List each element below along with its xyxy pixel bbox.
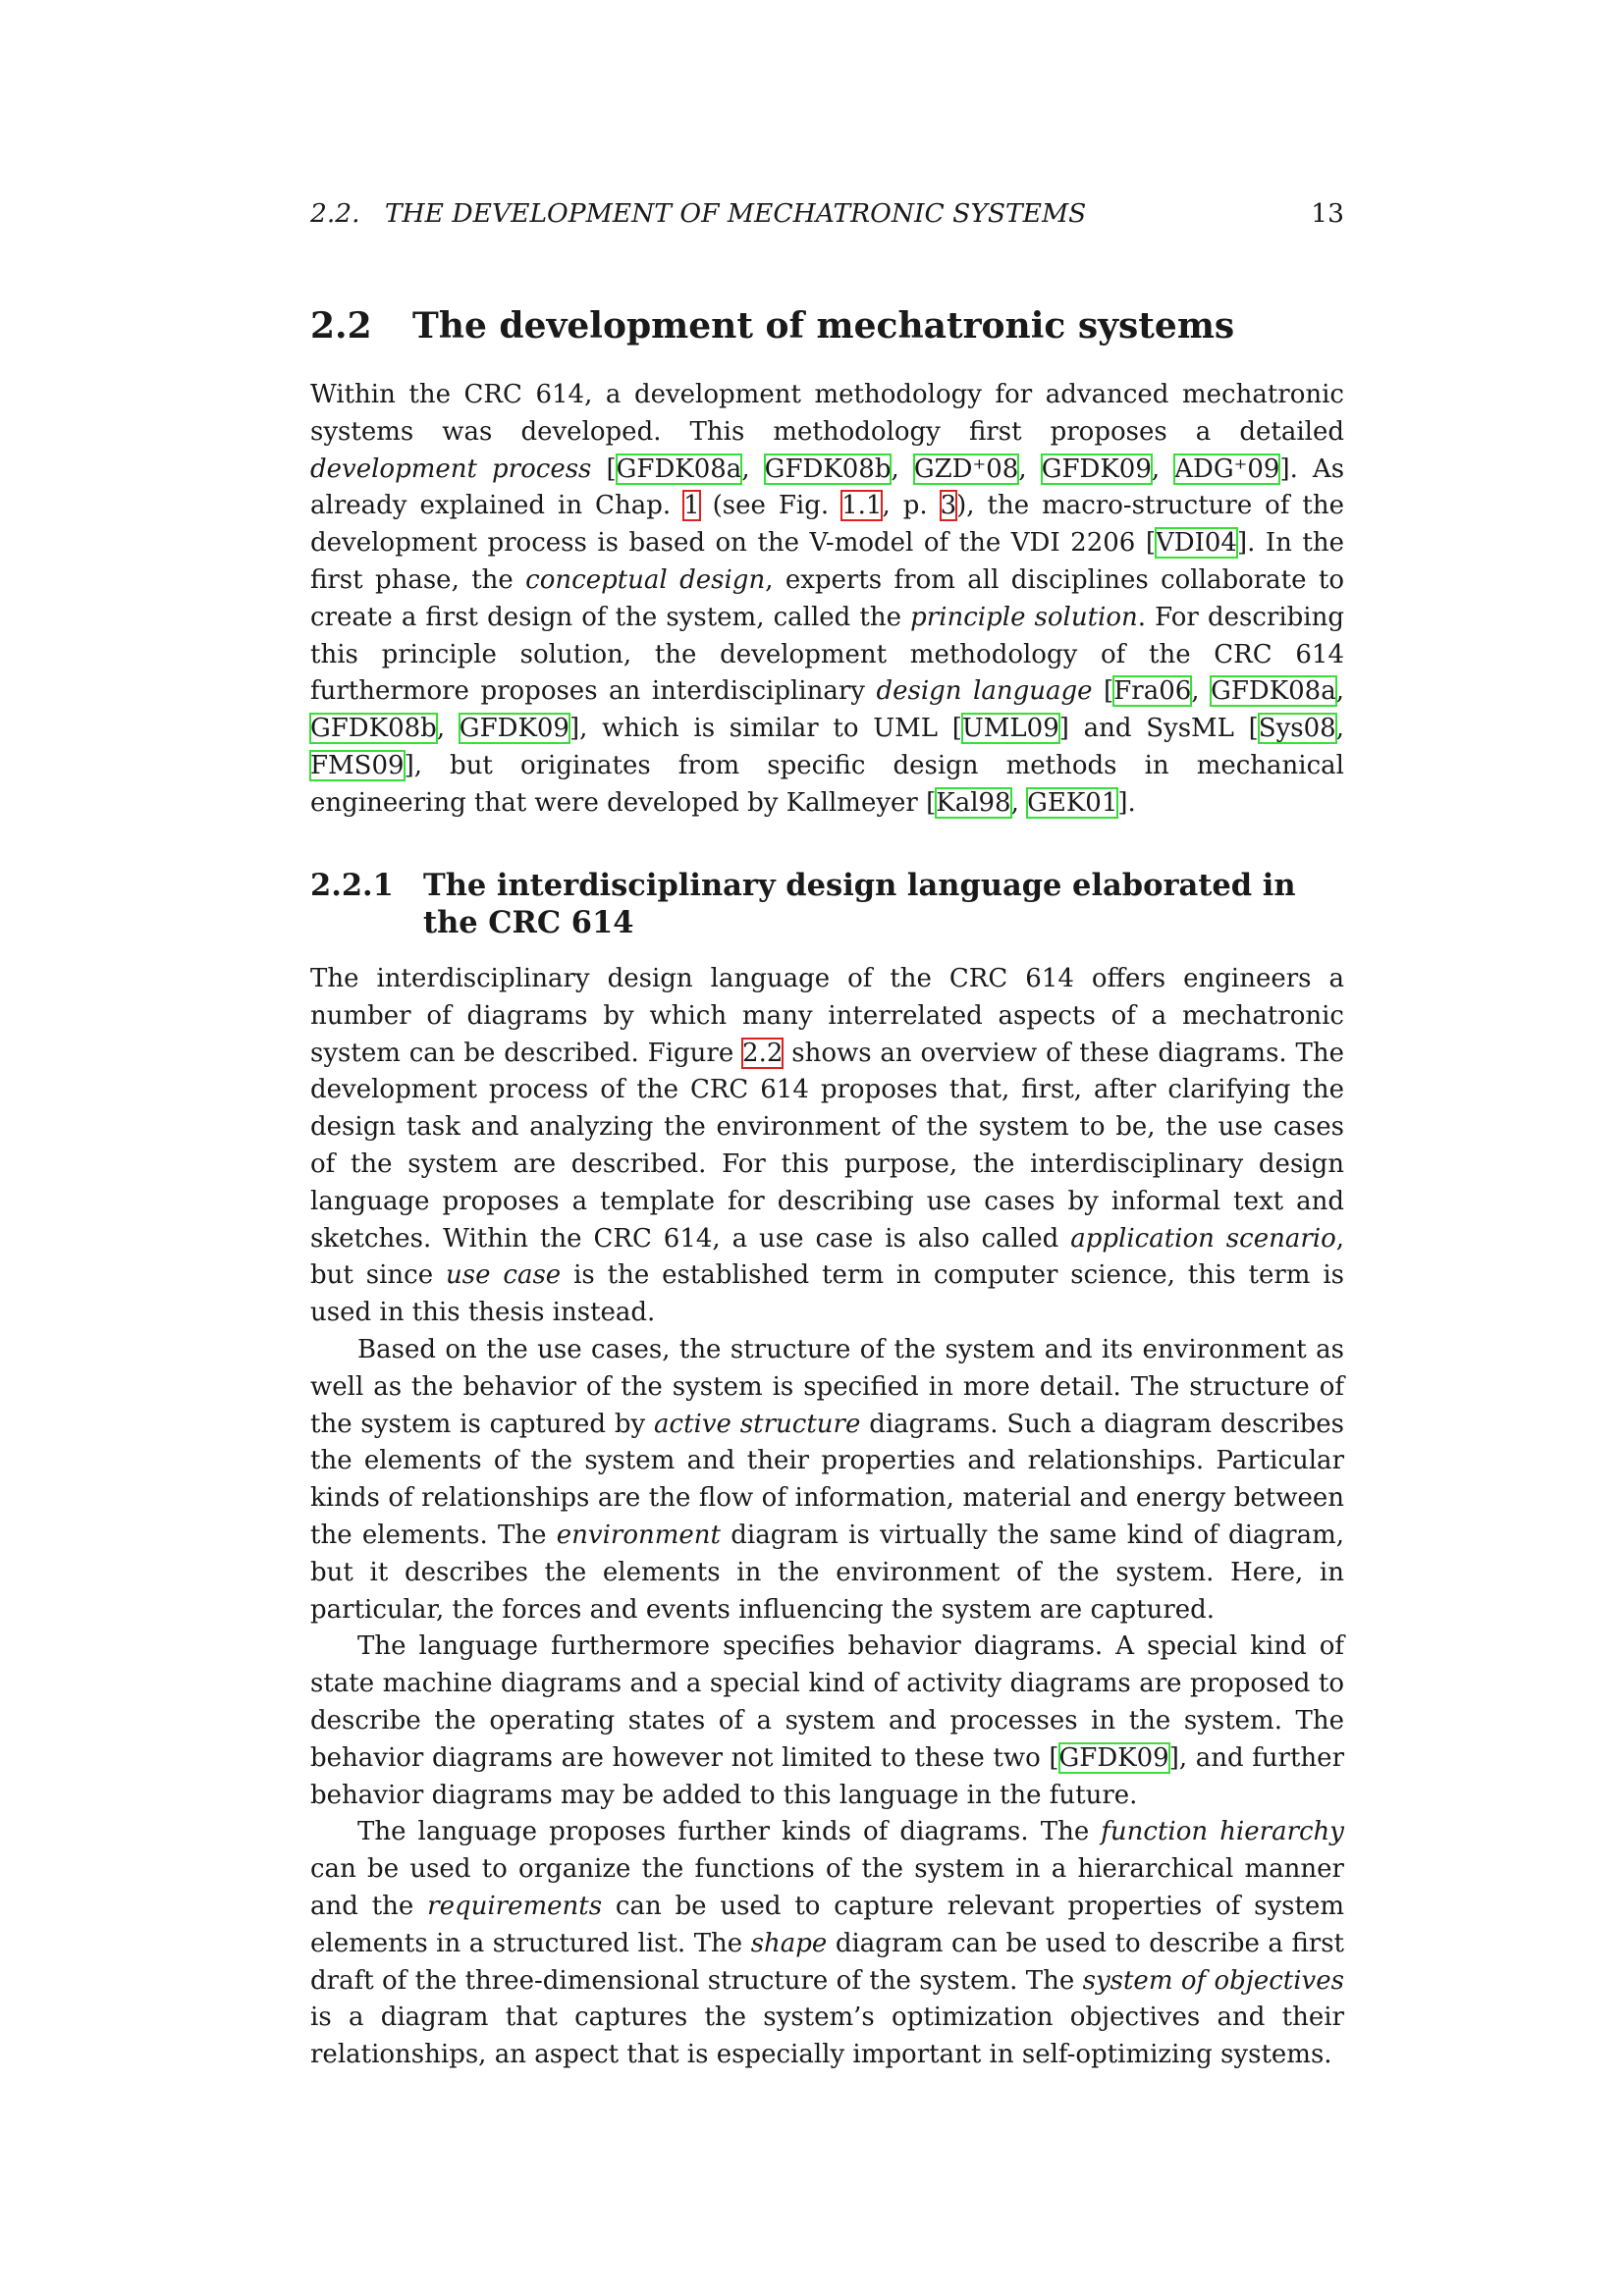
text-span: The interdisciplinary design language of the CRC 614 offers engineers a number of diagrams by which many interrelated aspects of a mechatronic system can be described. Figure [310, 964, 1344, 1068]
citation-link[interactable]: GFDK09 [1058, 1742, 1169, 1773]
subsection-heading [310, 867, 1344, 941]
emphasis: environment [556, 1520, 721, 1550]
section-number: 2.2 [310, 305, 372, 347]
text-span: shows an overview of these diagrams. The development process of the CRC 614 proposes that, first, after clarifying the design task and analyzing the environment of the system to be, the use cases of the system are described. For this purpose, the interdisciplinary design language proposes a template for describing use cases by informal text and sketches. Within the CRC 614, a use case is also called [310, 1038, 1344, 1254]
text-span: ], which is similar to UML [ [568, 714, 962, 744]
paragraph-intro [310, 377, 1344, 823]
text-span: can be used to capture relevant properties of system elements in a structured list. The [310, 1891, 1345, 1958]
figure-ref-link[interactable]: 2.2 [742, 1038, 784, 1068]
citation-link[interactable]: ADG⁺09 [1174, 454, 1280, 484]
citation-link[interactable]: VDI04 [1155, 528, 1237, 559]
paragraph-further-diagrams [310, 1814, 1344, 2074]
text-span: (see Fig. [699, 491, 842, 521]
text-span: , experts from all disciplines collaborate to create a first design of the system, called the [310, 564, 1344, 632]
text-span: , [741, 454, 765, 484]
text-span: , [1010, 787, 1028, 818]
text-span: [ [591, 454, 617, 484]
citation-link[interactable]: GFDK08a [616, 454, 742, 484]
intro-block [310, 377, 1344, 823]
subsection-title: The interdisciplinary design language elaborated in the CRC 614 [423, 868, 1296, 940]
text-span: , [1191, 676, 1212, 707]
paragraph-behavior [310, 1629, 1344, 1814]
text-span: Within the CRC 614, a development methodology for advanced mechatronic systems was developed. This methodology first proposes a detailed [310, 380, 1344, 447]
running-header [310, 196, 1344, 232]
text-span: diagram is virtually the same kind of diagram, but it describes the elements in the environment of the system. Here, in particular, the forces and events influencing the system are captured. [310, 1520, 1344, 1625]
emphasis: design language [876, 676, 1093, 707]
subsection-number: 2.2.1 [310, 868, 394, 903]
text-span: ] and SysML [ [1058, 714, 1259, 744]
citation-link[interactable]: GFDK08b [310, 714, 437, 744]
citation-link[interactable]: GFDK09 [459, 714, 569, 744]
citation-link[interactable]: Fra06 [1113, 676, 1192, 707]
text-span: , p. [882, 491, 941, 521]
text-span: ]. As already explained in Chap. [310, 454, 1345, 521]
emphasis: development process [310, 454, 592, 484]
emphasis: active structure [654, 1409, 861, 1439]
text-span: diagram can be used to describe a first draft of the three-dimensional structure of the system. The [310, 1928, 1345, 1996]
citation-link[interactable]: GFDK09 [1041, 454, 1152, 484]
paragraph-overview [310, 961, 1344, 1332]
text-span: ), the macro-structure of the development process is based on the V-model of the VDI 2206 [ [310, 491, 1345, 559]
page-number: 13 [1311, 198, 1344, 229]
citation-link[interactable]: FMS09 [310, 750, 405, 780]
text-span: ]. In the first phase, the [310, 528, 1344, 595]
text-span: ]. [1117, 787, 1136, 818]
section-heading [310, 302, 1234, 349]
citation-link[interactable]: GFDK08a [1211, 676, 1336, 707]
chapter-ref-link[interactable]: 1 [683, 491, 700, 521]
paragraph-structure [310, 1332, 1344, 1629]
page-ref-link[interactable]: 3 [940, 491, 957, 521]
emphasis: conceptual design [525, 564, 766, 595]
emphasis: shape [750, 1928, 828, 1958]
text-span: diagrams. Such a diagram describes the elements of the system and their properties and relationships. Particular kinds of relationships are the flow of information, material and energy between the elements. The [310, 1409, 1344, 1550]
citation-link[interactable]: UML09 [961, 714, 1059, 744]
running-title: 2.2. THE DEVELOPMENT OF MECHATRONIC SYSTEMS [310, 198, 1087, 229]
text-span: , [436, 714, 460, 744]
text-span: ], but originates from specific design methods in mechanical engineering that were developed by Kallmeyer [ [310, 750, 1344, 818]
emphasis: principle solution [910, 602, 1138, 632]
text-span: , but since [310, 1223, 1345, 1291]
subsection-body [310, 961, 1344, 2074]
text-span: , [1335, 676, 1344, 707]
citation-link[interactable]: Sys08 [1258, 714, 1336, 744]
text-span: , [1151, 454, 1175, 484]
text-span: [ [1092, 676, 1114, 707]
text-span: . For describing this principle solution, the development methodology of the CRC 614 furthermore proposes an interdisciplinary [310, 602, 1344, 707]
citation-link[interactable]: Kal98 [936, 787, 1011, 818]
text-span: is a diagram that captures the system’s optimization objectives and their relationships, an aspect that is especially important in self-optimizing systems. [310, 2002, 1344, 2070]
text-span: , [1335, 714, 1344, 744]
emphasis: requirements [427, 1891, 603, 1921]
figure-ref-link[interactable]: 1.1 [841, 491, 883, 521]
emphasis: system of objectives [1082, 1965, 1344, 1996]
text-span: Based on the use cases, the structure of the system and its environment as well as the behavior of the system is specified in more detail. The structure of the system is captured by [310, 1334, 1344, 1439]
text-span: is the established term in computer science, this term is used in this thesis instead. [310, 1260, 1345, 1328]
text-span: The language proposes further kinds of diagrams. The [357, 1817, 1102, 1847]
text-span: can be used to organize the functions of the system in a hierarchical manner and the [310, 1854, 1344, 1921]
section-title: The development of mechatronic systems [412, 305, 1235, 347]
emphasis: application scenario [1070, 1223, 1336, 1254]
citation-link[interactable]: GZD⁺08 [913, 454, 1019, 484]
text-span: , [1018, 454, 1042, 484]
text-span: , [891, 454, 914, 484]
text-span: The language furthermore specifies behavior diagrams. A special kind of state machine diagrams and a special kind of activity diagrams are proposed to describe the operating states of a system and processes in the system. The behavior diagrams are however not limited to these two [ [310, 1631, 1344, 1773]
text-span: ], and further behavior diagrams may be added to this language in the future. [310, 1742, 1344, 1810]
citation-link[interactable]: GEK01 [1027, 787, 1118, 818]
emphasis: function hierarchy [1101, 1817, 1344, 1847]
emphasis: use case [446, 1260, 562, 1291]
citation-link[interactable]: GFDK08b [764, 454, 892, 484]
